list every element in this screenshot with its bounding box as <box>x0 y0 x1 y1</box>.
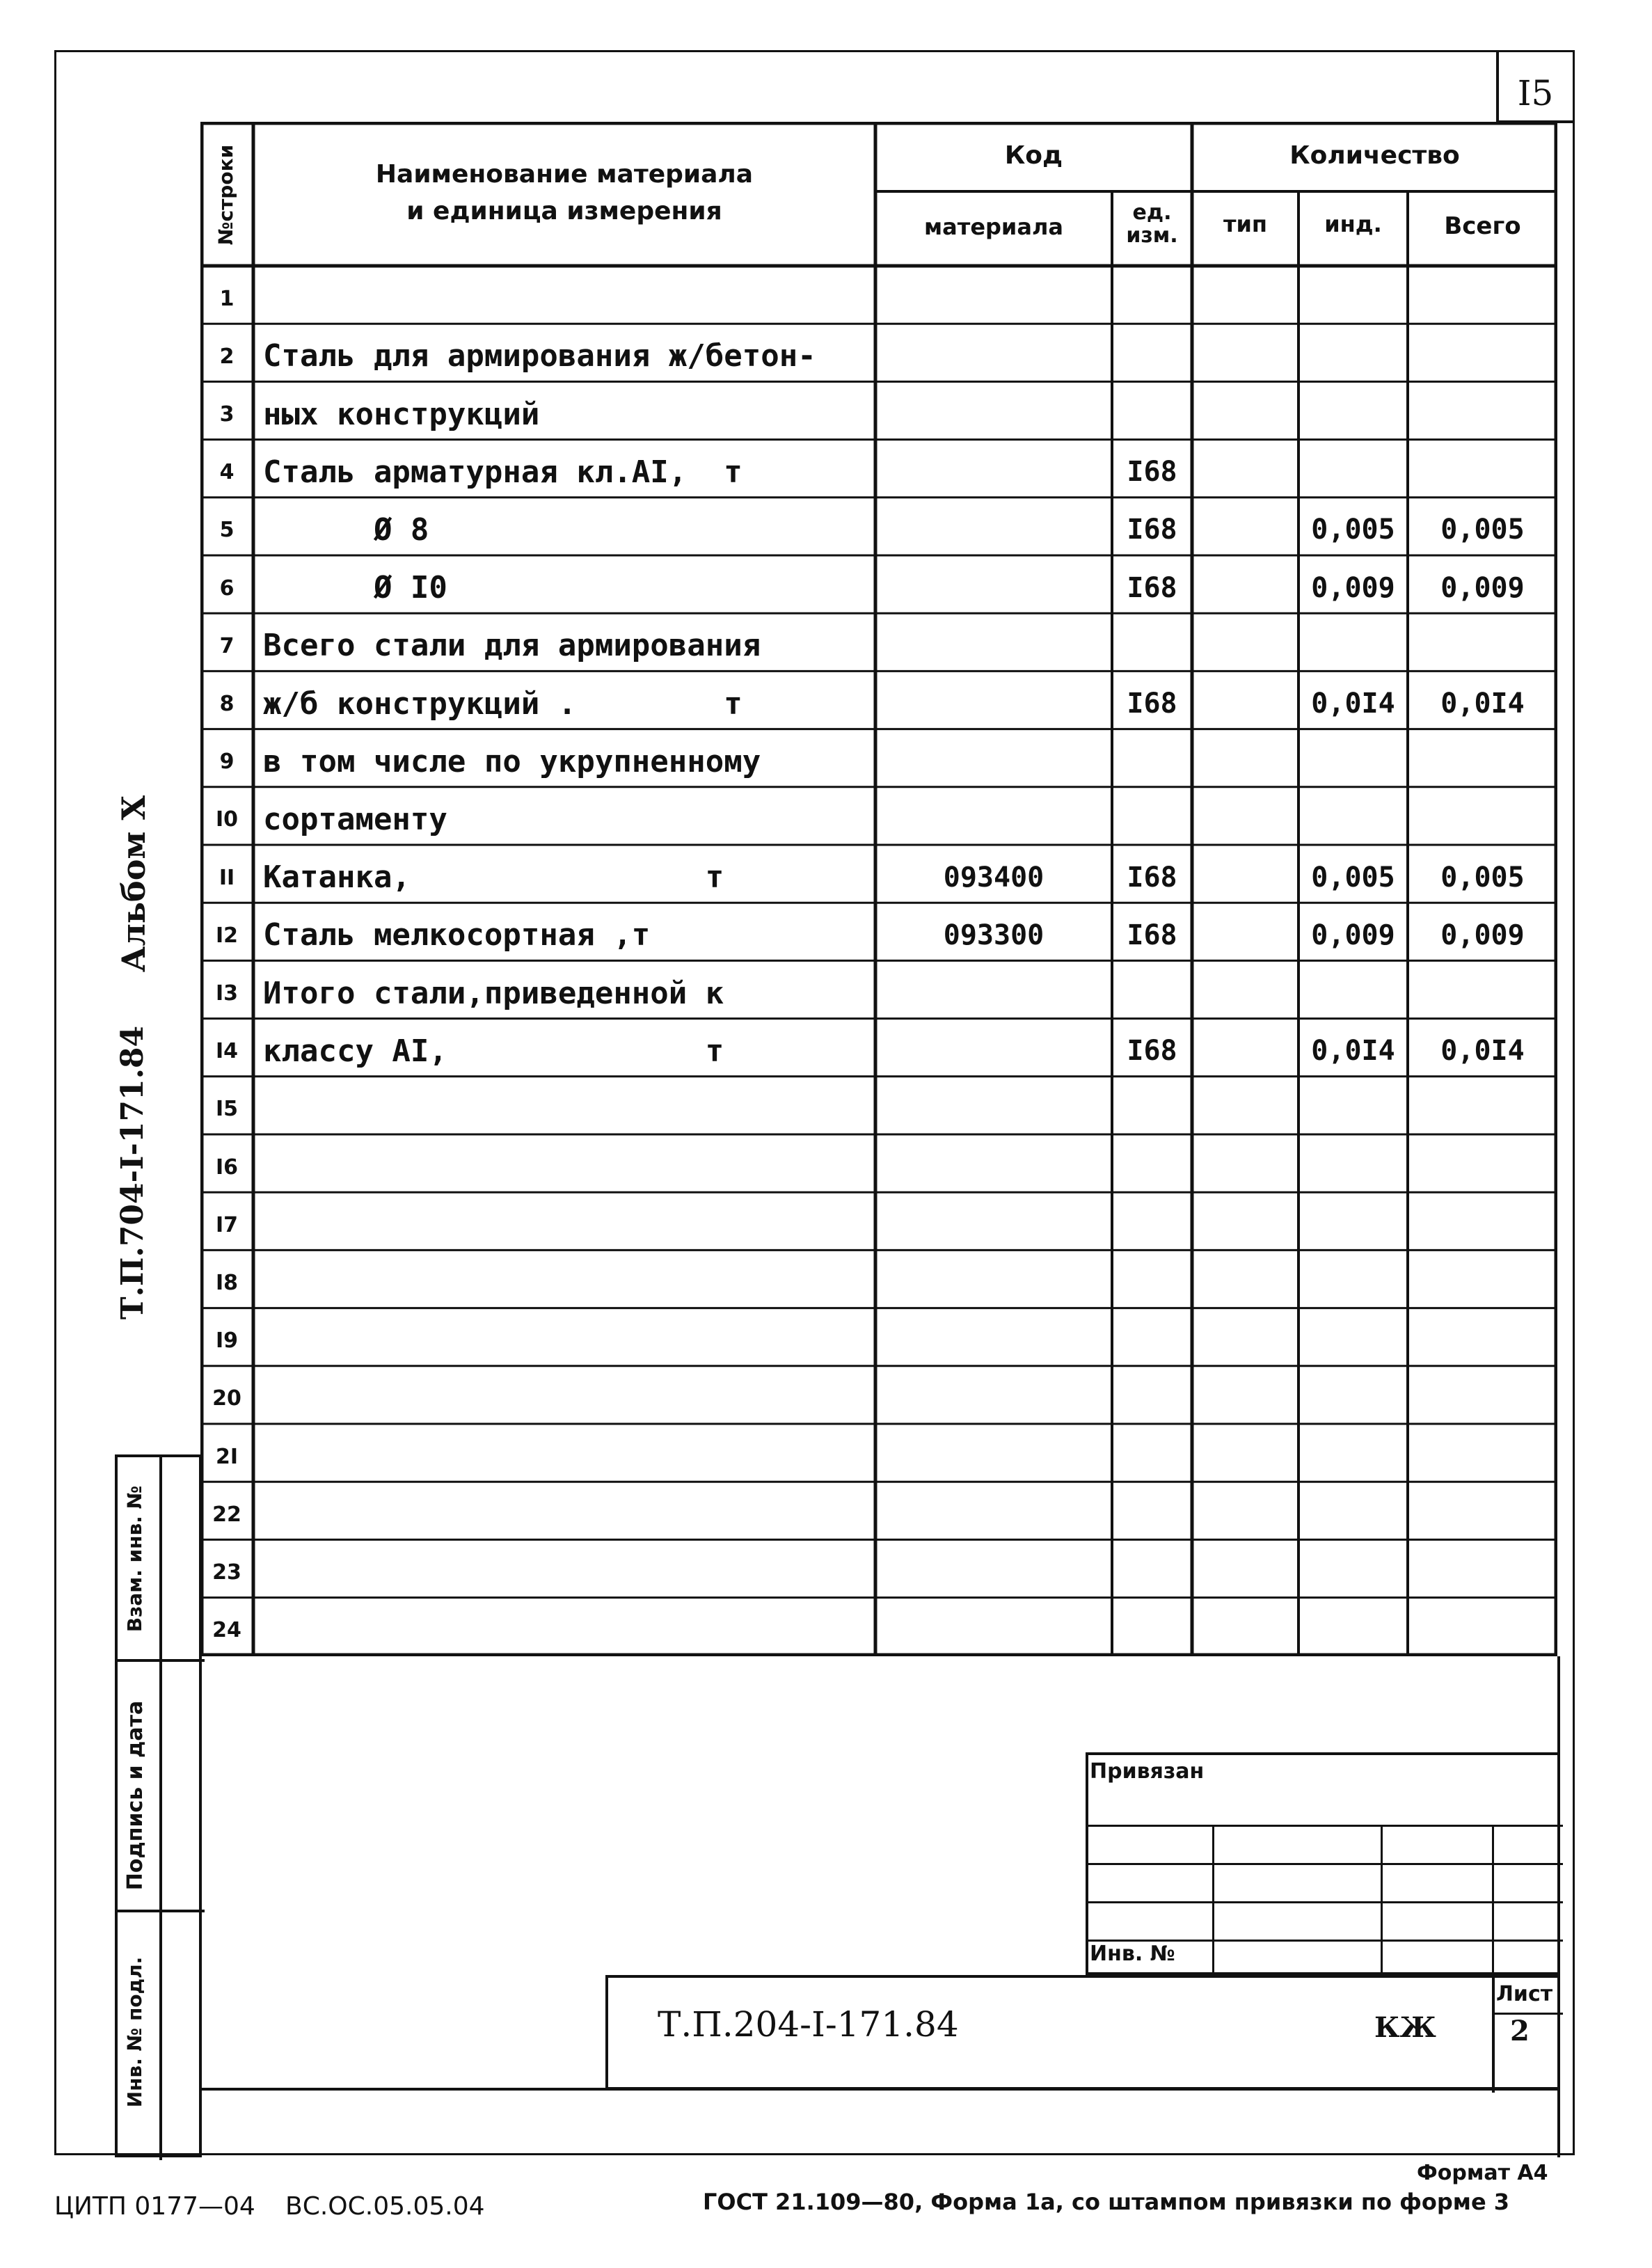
individual-quantity: 0,0I4 <box>1311 687 1395 720</box>
total-quantity: 0,009 <box>1440 919 1525 951</box>
row-number: I9 <box>215 1329 239 1354</box>
material-name: Всего стали для армирования <box>263 628 761 664</box>
row-number: 5 <box>219 518 235 543</box>
total-quantity: 0,005 <box>1440 514 1525 546</box>
unit-code: I68 <box>1127 1035 1177 1068</box>
table-row <box>200 960 1557 1018</box>
row-number: 8 <box>219 691 235 716</box>
material-name: Ø 8 <box>263 512 429 548</box>
material-name: Сталь для армирования ж/бетон- <box>263 338 816 374</box>
document-number: Т.П.204-I-171.84 <box>658 2004 959 2045</box>
table-row <box>200 1134 1557 1192</box>
row-number: I3 <box>215 981 239 1006</box>
table-row <box>200 1424 1557 1482</box>
attached-label: Привязан <box>1090 1759 1205 1784</box>
table-row <box>200 1482 1557 1539</box>
unit-code: I68 <box>1127 456 1177 489</box>
row-number: 7 <box>219 633 235 658</box>
row-number: I7 <box>215 1212 239 1237</box>
material-name: сортаменту <box>263 801 447 837</box>
row-number: I2 <box>215 923 239 948</box>
total-quantity: 0,0I4 <box>1440 1035 1525 1068</box>
unit-code: I68 <box>1127 687 1177 720</box>
table-row <box>200 1250 1557 1308</box>
material-name: ж/б конструкций . т <box>263 685 742 722</box>
signature-date-label: Подпись и дата <box>123 1700 148 1891</box>
material-code: 093300 <box>943 919 1045 951</box>
row-number: 23 <box>212 1560 241 1585</box>
side-doc-code: Т.П.704-I-171.84 <box>115 1025 150 1320</box>
row-number: 2I <box>215 1444 239 1469</box>
header-name-line1: Наименование материала <box>375 160 754 189</box>
document-mark: КЖ <box>1374 2011 1436 2044</box>
table-row <box>200 787 1557 845</box>
header-unit-line2: изм. <box>1126 223 1178 248</box>
header-total: Всего <box>1444 212 1521 240</box>
header-name-line2: и единица измерения <box>406 197 722 225</box>
row-number: I4 <box>215 1039 239 1064</box>
footer-left-code: ЦИТП 0177—04 <box>54 2192 255 2221</box>
table-row <box>200 381 1557 439</box>
material-name: Катанка, т <box>263 859 724 896</box>
row-number: I5 <box>215 1097 239 1122</box>
row-number: 22 <box>212 1502 241 1527</box>
replace-inv-label: Взам. инв. № <box>123 1485 146 1633</box>
material-code: 093400 <box>943 861 1045 894</box>
album-label: Альбом X <box>115 795 152 973</box>
table-row <box>200 440 1557 498</box>
header-unit-line1: ед. <box>1132 200 1172 225</box>
row-number: 3 <box>219 402 235 427</box>
unit-code: I68 <box>1127 861 1177 894</box>
total-quantity: 0,009 <box>1440 571 1525 604</box>
row-number: I0 <box>215 807 239 832</box>
format-label: Формат А4 <box>1417 2161 1548 2185</box>
material-name: классу AI, т <box>263 1033 724 1069</box>
row-number: I8 <box>215 1270 239 1295</box>
table-row <box>200 1077 1557 1134</box>
header-material: материала <box>924 214 1063 240</box>
individual-quantity: 0,005 <box>1311 514 1395 546</box>
individual-quantity: 0,009 <box>1311 919 1395 951</box>
header-individual: инд. <box>1324 211 1382 237</box>
unit-code: I68 <box>1127 919 1177 951</box>
unit-code: I68 <box>1127 514 1177 546</box>
material-name: Сталь мелкосортная ,т <box>263 917 651 953</box>
total-quantity: 0,0I4 <box>1440 687 1525 720</box>
row-number: 24 <box>212 1618 241 1643</box>
material-name: Итого стали,приведенной к <box>263 975 724 1011</box>
table-row <box>200 1019 1557 1077</box>
table-row <box>200 324 1557 381</box>
table-row <box>200 1539 1557 1597</box>
table-row <box>200 555 1557 613</box>
table-row <box>200 1192 1557 1250</box>
table-row <box>200 671 1557 729</box>
row-number: 1 <box>219 286 235 311</box>
table-row <box>200 845 1557 903</box>
row-number: 2 <box>219 344 235 369</box>
row-number: 6 <box>219 576 235 601</box>
table-row <box>200 1366 1557 1424</box>
total-quantity: 0,005 <box>1440 861 1525 894</box>
header-quantity: Количество <box>1289 141 1460 170</box>
header-code: Код <box>1004 141 1063 170</box>
table-row <box>200 903 1557 960</box>
individual-quantity: 0,0I4 <box>1311 1035 1395 1068</box>
individual-quantity: 0,009 <box>1311 571 1395 604</box>
materials-table <box>200 122 1557 1656</box>
material-name: Сталь арматурная кл.AI, т <box>263 454 742 490</box>
individual-quantity: 0,005 <box>1311 861 1395 894</box>
row-number: 9 <box>219 750 235 775</box>
row-number: 20 <box>212 1386 241 1411</box>
page-number: I5 <box>1517 73 1554 113</box>
table-row <box>200 498 1557 555</box>
row-number: II <box>219 865 235 890</box>
sheet-number: 2 <box>1510 2015 1530 2047</box>
table-row <box>200 1308 1557 1366</box>
material-name: Ø I0 <box>263 570 447 606</box>
unit-code: I68 <box>1127 571 1177 604</box>
header-type: тип <box>1223 211 1268 237</box>
footer-gost: ГОСТ 21.109—80, Форма 1а, со штампом привязки по форме 3 <box>703 2189 1510 2215</box>
table-row <box>200 266 1557 324</box>
header-row-number: №строки <box>214 144 237 246</box>
table-row <box>200 1598 1557 1656</box>
material-name: в том числе по укрупненному <box>263 743 761 779</box>
sheet-label: Лист <box>1496 1982 1553 2006</box>
material-name: ных конструкций <box>263 396 540 432</box>
row-number: 4 <box>219 460 235 485</box>
table-row <box>200 729 1557 787</box>
footer-series: ВС.ОС.05.05.04 <box>285 2192 485 2221</box>
table-row <box>200 613 1557 671</box>
inv-no-label: Инв. № <box>1090 1942 1175 1966</box>
original-inv-label: Инв. № подл. <box>123 1956 146 2108</box>
row-number: I6 <box>215 1155 239 1180</box>
